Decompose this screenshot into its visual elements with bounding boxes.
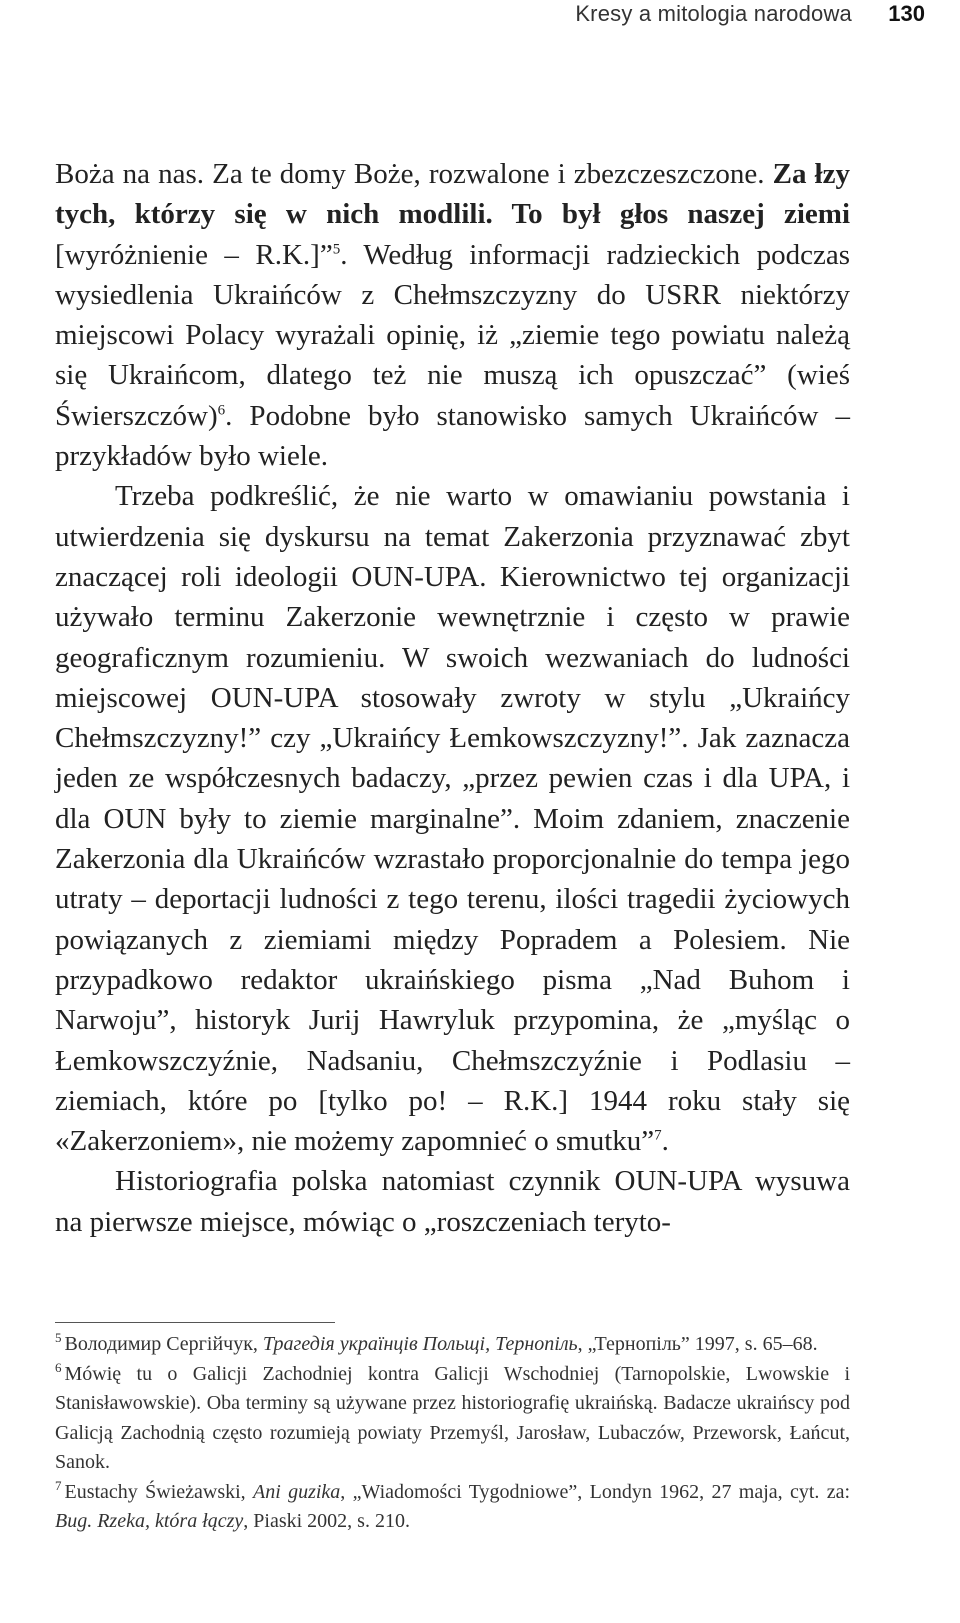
paragraph-1	[55, 154, 850, 476]
footnote-5-text-1: Володимир Сергійчук,	[64, 1333, 263, 1355]
footnote-7-text-3: , Piaski 2002, s. 210.	[243, 1510, 410, 1532]
page-number: 130	[888, 1, 925, 26]
footnote-7	[55, 1478, 850, 1537]
p2-text-1: Trzeba podkreślić, że nie warto w omawianiu powstania i utwierdzenia się dyskursu na temat Zakerzonia przyznawać zbyt znaczącej roli ideologii OUN-UPA. Kierownictwo tej organizacji używało terminu Zakerzonie wewnętrznie i często w prawie geograficznym rozumieniu. W swoich wezwaniach do ludności miejscowej OUN-UPA stosowały zwroty w stylu „Ukraińcy Chełmszczyzny!” czy „Ukraińcy Łemkowszczyzny!”. Jak zaznacza jeden ze współczesnych badaczy, „przez pewien czas i dla UPA, i dla OUN były to ziemie marginalne”. Moim zdaniem, znaczenie Zakerzonia dla Ukraińców wzrastało proporcjonalnie do tempa jego utraty – deportacji ludności z tego terenu, ilości tragedii życiowych powiązanych z ziemiami między Popradem a Polesiem. Nie przypadkowo redaktor ukraińskiego pisma „Nad Buhom i Narwoju”, historyk Jurij Hawryluk przypomina, że „myśląc o Łemkowszczyźnie, Nadsaniu, Chełmszczyźnie i Podlasiu – ziemiach, które po [tylko po! – R.K.] 1944 roku stały się «Zakerzoniem», nie możemy zapomnieć o smutku”	[55, 480, 850, 1158]
footnote-7-text-2: , „Wiadomości Tygodniowe”, Londyn 1962, 27 maja, cyt. za:	[340, 1480, 850, 1503]
main-text	[55, 154, 850, 1242]
p1-text-4: . Podobne było stanowisko samych Ukraińców – przykładów było wiele.	[55, 399, 850, 473]
footnote-5-mark: 5	[55, 1330, 62, 1346]
page-header	[0, 0, 960, 30]
footnote-5	[55, 1330, 850, 1360]
paragraph-2	[55, 476, 850, 1161]
footnote-5-text-2: , „Тернопіль” 1997, s. 65–68.	[577, 1333, 818, 1355]
footnote-6	[55, 1360, 850, 1478]
footnote-divider	[55, 1322, 335, 1323]
p1-text-1: Boża na nas. Za te domy Boże, rozwalone i zbezczeszczone.	[55, 158, 773, 190]
p1-text-3: . Według informacji radzieckich podczas wysiedlenia Ukraińców z Chełmszczyzny do USRR niektórzy miejscowi Polacy wyrażali opinię, iż „ziemie tego powiatu należą się Ukraińcom, dlatego też nie muszą ich opuszczać” (wieś Świerszczów)	[55, 238, 850, 432]
footnote-7-text-1: Eustachy Świeżawski,	[64, 1480, 253, 1503]
running-title: Kresy a mitologia narodowa	[575, 1, 852, 26]
footnote-6-mark: 6	[55, 1359, 62, 1375]
footnote-6-text: Mówię tu o Galicji Zachodniej kontra Galicji Wschodniej (Tarnopolskie, Lwowskie i Stanisławowskie). Oba terminy są używane przez historiografię ukraińską. Badacze ukraińscy pod Galicją Zachodnią często rozumieją powiaty Przemyśl, Jarosław, Lubaczów, Przeworsk, Łańcut, Sanok.	[55, 1362, 850, 1473]
footnote-ref-7: 7	[654, 1127, 662, 1144]
footnote-7-mark: 7	[55, 1477, 62, 1493]
p1-bold-emphasis: Za łzy tych, którzy się w nich modlili. To był głos naszej ziemi	[55, 158, 850, 231]
footnote-7-title-1: Ani guzika	[252, 1480, 341, 1503]
p2-text-2: .	[661, 1125, 669, 1158]
p1-text-2: [wyróżnienie – R.K.]”	[55, 238, 333, 271]
footnote-ref-5: 5	[332, 240, 341, 257]
footnote-7-title-2: Bug. Rzeka, która łączy	[55, 1510, 244, 1532]
footnotes	[55, 1330, 850, 1537]
footnote-5-title: Трагедія українців Польщі, Тернопіль	[262, 1333, 578, 1355]
paragraph-3: Historiografia polska natomiast czynnik OUN-UPA wysuwa na pierwsze miejsce, mówiąc o „roszczeniach teryto-	[55, 1165, 850, 1238]
footnote-ref-6: 6	[217, 402, 226, 419]
